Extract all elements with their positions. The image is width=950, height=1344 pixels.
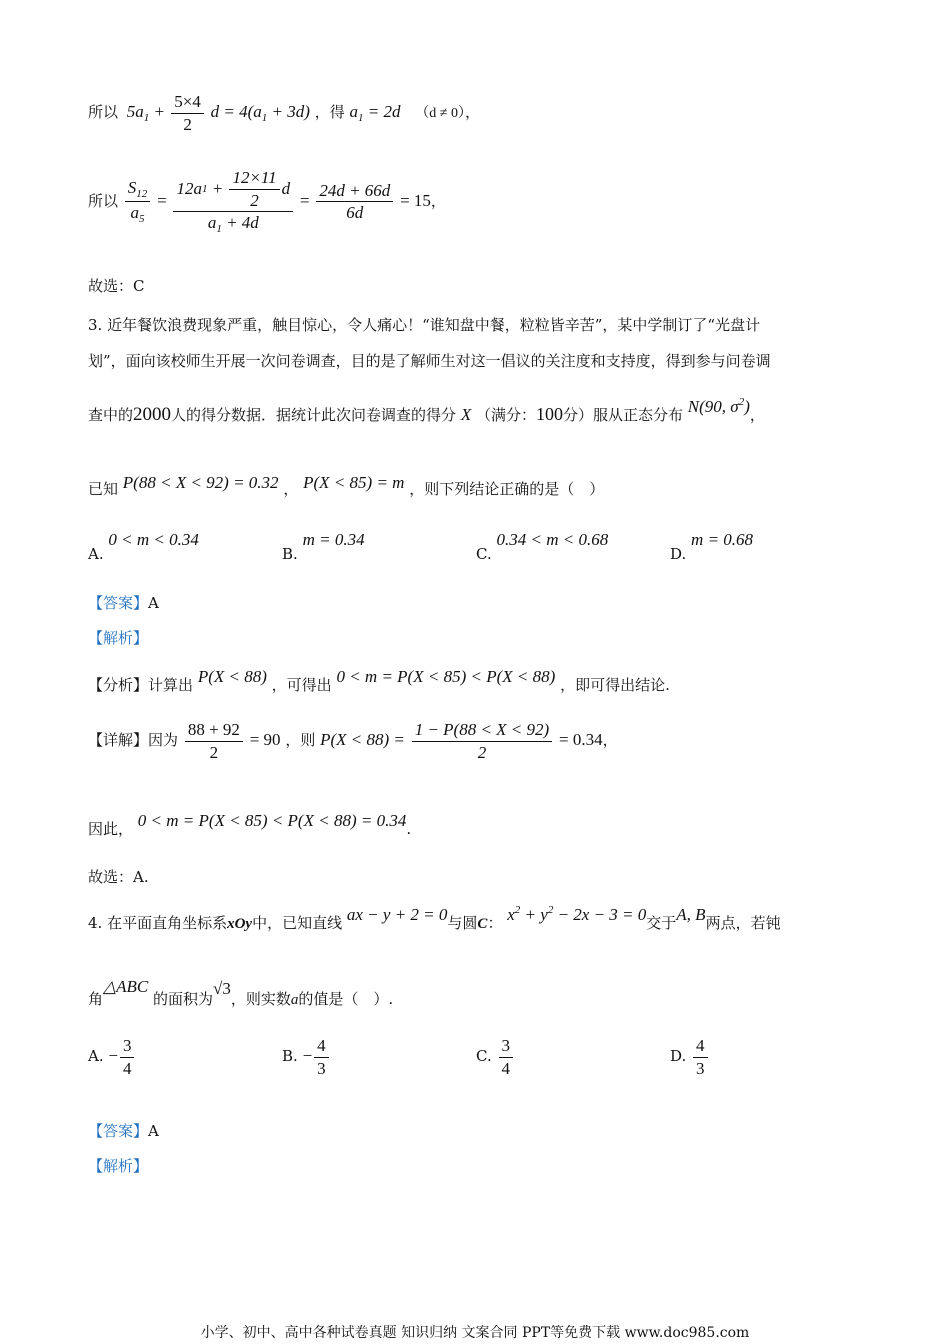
text: 的面积为 [152, 990, 213, 1008]
math: 0 < m = P(X < 85) < P(X < 88) [336, 667, 556, 686]
text: ： [487, 914, 503, 932]
text: ，则下列结论正确的是（ ） [409, 480, 605, 498]
q3-text-line-4 [88, 473, 605, 499]
answer-value: A [148, 594, 159, 612]
text: 因此， [88, 820, 134, 838]
text: 与圆 [447, 914, 478, 932]
text: 的值是（ ）. [298, 990, 394, 1008]
math: √3 [213, 979, 231, 998]
math: X [460, 405, 472, 424]
fraction-den: 2 [477, 742, 487, 762]
q3-answer [88, 592, 159, 613]
math-sup: 2 [738, 396, 745, 408]
q3-option-d[interactable] [670, 530, 754, 563]
math-sup: 2 [514, 904, 521, 916]
q2-equation-line-1 [88, 92, 480, 134]
text: ，则实数 [230, 990, 291, 1008]
fraction [314, 1036, 329, 1078]
math: ) [744, 397, 750, 416]
q3-text-line-2: 划”，面向该校师生开展一次问卷调查，目的是了解师生对这一倡议的关注度和支持度，得到参与问卷调 [88, 352, 771, 370]
fraction-num: 5×4 [171, 92, 204, 114]
xiangjie-tag: 【详解】 [88, 731, 149, 750]
q4-text-line-1 [88, 904, 781, 933]
q4-option-d[interactable] [670, 1036, 710, 1078]
q3-choose: 故选：A. [88, 868, 149, 886]
math: 0 < m = P(X < 85) < P(X < 88) = 0.34 [137, 811, 407, 830]
q3-analysis-tag [88, 627, 148, 648]
q2-equation-line-2: 所以 $\frac{S_{12}}{a_5}$ = 12a 1 + $\frac{12\times 11}{2}$ d $a_1 + 4d$ = $\frac{24d + 66d}{6d}$ = 15， [88, 168, 446, 236]
math: a [207, 213, 217, 233]
fraction: 12a 1 + $\frac{12\times 11}{2}$ d $a_1 + 4d$ [173, 168, 293, 236]
fraction-num: 4 [314, 1036, 329, 1058]
math-sub: 1 [201, 182, 208, 195]
math-sub: 1 [358, 112, 364, 125]
fraction [693, 1036, 708, 1078]
fraction-num: 3 [499, 1036, 514, 1058]
math-sup: 2 [547, 904, 554, 916]
text: 中，已知直线 [252, 914, 343, 932]
fraction-num: 1 − P(88 < X < 92) [412, 720, 553, 742]
math: + 4d [221, 213, 259, 233]
math: = 0.34 [558, 730, 603, 750]
q4-option-a[interactable] [88, 1036, 136, 1078]
math: P(X < 88) = [320, 730, 405, 750]
fraction [171, 92, 204, 134]
math: A, B [676, 905, 706, 924]
fraction-den: 4 [501, 1058, 510, 1078]
math: x [507, 905, 515, 924]
math: P(X < 85) = m [303, 473, 405, 492]
q4-option-b[interactable] [282, 1036, 331, 1078]
option-label: B. [282, 545, 298, 563]
fraction-num: 88 + 92 [185, 720, 243, 742]
math: d = 4(a [210, 102, 262, 122]
math: ax − y + 2 = 0 [346, 905, 448, 924]
math: + [149, 102, 170, 122]
option-label: A. [88, 545, 104, 563]
answer-value: A [148, 1122, 159, 1140]
math: 5a [126, 102, 144, 122]
fenxi-tag: 【分析】 [88, 676, 149, 694]
text: ，得 [314, 103, 345, 122]
math: a [349, 102, 359, 122]
option-expr: 0 < m < 0.34 [108, 530, 199, 549]
q3-option-c[interactable] [476, 530, 609, 563]
q3-text-line-3 [88, 396, 765, 426]
math: = 90 [249, 730, 281, 750]
math-sub: 1 [261, 112, 268, 125]
text: ，则 [285, 731, 316, 750]
fraction [185, 720, 243, 762]
q4-answer [88, 1120, 159, 1141]
option-label: D. [670, 1047, 687, 1066]
text: 计算出 [148, 676, 194, 694]
text: 交于 [646, 914, 677, 932]
q3-xiangjie [88, 720, 618, 762]
fraction-den: 4 [122, 1058, 132, 1078]
text: 4. 在平面直角坐标系 [88, 914, 228, 932]
option-label: B. [282, 1047, 298, 1066]
option-label: C. [476, 545, 492, 563]
option-sign: − [302, 1046, 313, 1066]
math: （d ≠ 0） [415, 106, 465, 122]
text: 因为 [148, 731, 179, 750]
option-expr: m = 0.68 [691, 530, 754, 549]
answer-tag: 【答案】 [88, 594, 149, 612]
q4-text-line-2 [88, 977, 394, 1009]
math-sub: 1 [143, 112, 150, 125]
fraction-num: 12×11 [229, 168, 279, 190]
text: 所以 [88, 103, 119, 122]
fraction-num: 24d + 66d [316, 181, 393, 203]
fraction [125, 178, 151, 226]
text: ， [430, 191, 446, 210]
math: a [130, 203, 140, 223]
math: = 2d [363, 102, 401, 122]
math: C [477, 916, 488, 932]
fraction [120, 1036, 135, 1078]
math-sub: 1 [216, 223, 222, 236]
math: + y [520, 905, 548, 924]
fraction-den: 2 [209, 742, 219, 762]
q2-answer: 故选：C [88, 277, 145, 295]
option-label: D. [670, 545, 687, 563]
math: P(88 < X < 92) = 0.32 [122, 473, 279, 492]
text: 人的得分数据．据统计此次问卷调查的得分 [171, 406, 457, 424]
fraction-num: 4 [693, 1036, 708, 1058]
fraction-den: 2 [250, 190, 259, 210]
text: 角 [88, 990, 104, 1008]
q3-text-line-1: 3. 近年餐饮浪费现象严重，触目惊心，令人痛心！“谁知盘中餐，粒粒皆辛苦”，某中学制订了“光盘计 [88, 316, 761, 334]
option-expr: 0.34 < m < 0.68 [496, 530, 609, 549]
page-footer[interactable]: 小学、初中、高中各种试卷真题 知识归纳 文案合同 PPT等免费下载 www.doc985.com [200, 1325, 750, 1341]
fraction [229, 168, 279, 210]
q3-therefore [88, 811, 412, 839]
text: ， [602, 731, 618, 750]
text: （满分： [475, 406, 536, 424]
fraction-den: 2 [183, 114, 192, 134]
text: ，可得出 [271, 676, 332, 694]
text: 查中的 [88, 406, 134, 424]
math: P(X < 88) [197, 667, 267, 686]
math: = 15 [400, 190, 431, 210]
fraction-den: 6d [346, 203, 364, 223]
text: 分）服从正态分布 [563, 406, 684, 424]
q3-option-a[interactable] [88, 530, 199, 563]
text: 两点，若钝 [705, 914, 781, 932]
analysis-tag: 【解析】 [88, 1157, 149, 1175]
option-expr: m = 0.34 [302, 530, 365, 549]
math: xOy [227, 916, 253, 932]
fraction [412, 720, 553, 762]
math: 12a [176, 179, 202, 199]
text: ， [749, 406, 765, 424]
math: S [127, 177, 137, 197]
fraction [499, 1036, 514, 1078]
q4-option-c[interactable] [476, 1036, 515, 1078]
math-sub: 12 [136, 187, 148, 200]
math: + 3d) [267, 102, 310, 122]
text: 所以 [88, 191, 119, 210]
q3-fenxi [88, 667, 670, 695]
q3-option-b[interactable] [282, 530, 365, 563]
math-sub: 5 [139, 213, 145, 226]
math: − 2x − 3 = 0 [553, 905, 647, 924]
answer-tag: 【答案】 [88, 1122, 149, 1140]
math: 2000 [133, 404, 172, 425]
option-label: C. [476, 1047, 492, 1066]
math: N(90, σ [687, 397, 739, 416]
text: ， [283, 480, 299, 498]
math: △ABC [103, 977, 149, 996]
fraction-num: 3 [120, 1036, 135, 1058]
fraction-den: 3 [317, 1058, 326, 1078]
q4-analysis-tag [88, 1155, 148, 1176]
analysis-tag: 【解析】 [88, 629, 149, 647]
math: a [290, 992, 299, 1008]
fraction [316, 181, 393, 223]
text: ， [464, 103, 480, 122]
text: 已知 [88, 480, 119, 498]
option-label: A. [88, 1047, 104, 1066]
option-sign: − [108, 1046, 118, 1066]
text: . [406, 820, 412, 838]
math: 100 [536, 404, 563, 424]
fraction-den: 3 [696, 1058, 705, 1078]
text: ，即可得出结论. [560, 676, 670, 694]
